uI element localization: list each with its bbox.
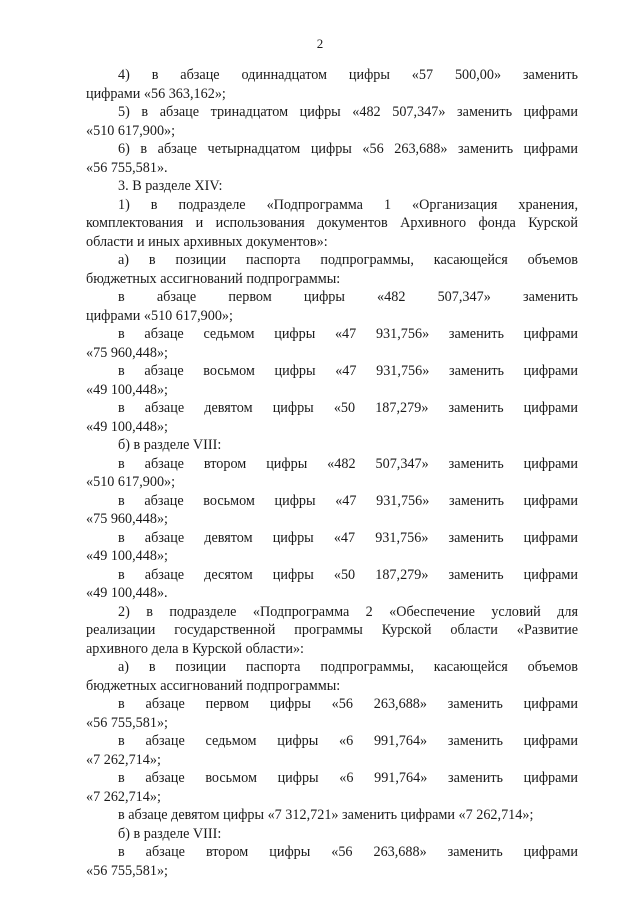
paragraph-first-line: в абзаце восьмом цифры «47 931,756» заменить цифрами [118,363,578,379]
paragraph-p9 [86,362,578,399]
paragraph-p10 [86,399,578,436]
paragraph-continuation-line: «56 755,581»; [86,862,168,879]
paragraph-first-line: в абзаце девятом цифры «50 187,279» заменить цифрами [118,400,578,416]
paragraph-continuation-line: «510 617,900»; [86,122,176,139]
paragraph-first-line: в абзаце первом цифры «56 263,688» заменить цифрами [118,696,578,712]
paragraph-first-line: в абзаце первом цифры «482 507,347» заменить [118,289,578,305]
paragraph-first-line: в абзаце девятом цифры «47 931,756» заменить цифрами [118,529,578,546]
paragraph-p15 [86,566,578,603]
paragraph-first-line: а) в позиции паспорта подпрограммы, касающейся объемов [118,659,578,675]
paragraph-continuation-line: «49 100,448». [86,585,168,601]
paragraph-first-line: в абзаце десятом цифры «50 187,279» заменить цифрами [118,566,578,583]
paragraph-first-line: 1) в подразделе «Подпрограмма 1 «Организация хранения, [118,196,578,213]
paragraph-first-line: 6) в абзаце четырнадцатом цифры «56 263,688» заменить цифрами [118,141,578,157]
paragraph-first-line: в абзаце восьмом цифры «6 991,764» заменить цифрами [118,770,578,786]
paragraph-continuation-line: «56 755,581»; [86,714,168,731]
paragraph-p20 [86,769,578,806]
paragraph-continuation-line: архивного дела в Курской области»: [86,640,304,657]
paragraph-p7 [86,288,578,325]
paragraph-first-line: 4) в абзаце одиннадцатом цифры «57 500,00» заменить [118,67,578,83]
paragraph-p14 [86,529,578,566]
paragraph-p4 [86,177,578,196]
paragraph-continuation-line: комплектования и использования документов Архивного фонда Курской [86,215,578,231]
paragraph-first-line: 3. В разделе XIV: [118,178,223,194]
paragraph-first-line: б) в разделе VIII: [118,825,222,842]
paragraph-continuation-line: «75 960,448»; [86,344,168,361]
document-body [86,66,578,880]
paragraph-continuation-line: «7 262,714»; [86,788,161,805]
paragraph-continuation-line: области и иных архивных документов»: [86,233,328,250]
paragraph-p18 [86,695,578,732]
paragraph-continuation-line: «49 100,448»; [86,418,168,435]
paragraph-p12 [86,455,578,492]
paragraph-p13 [86,492,578,529]
paragraph-p16 [86,603,578,659]
paragraph-first-line: в абзаце втором цифры «56 263,688» заменить цифрами [118,844,578,860]
paragraph-first-line: в абзаце втором цифры «482 507,347» заменить цифрами [118,455,578,472]
paragraph-continuation-line: «49 100,448»; [86,381,168,398]
paragraph-first-line: б) в разделе VIII: [118,437,222,453]
paragraph-first-line: а) в позиции паспорта подпрограммы, касающейся объемов [118,252,578,268]
paragraph-p19 [86,732,578,769]
paragraph-p3 [86,140,578,177]
paragraph-continuation-line: цифрами «56 363,162»; [86,85,226,102]
paragraph-first-line: в абзаце восьмом цифры «47 931,756» заменить цифрами [118,492,578,509]
paragraph-first-line: в абзаце девятом цифры «7 312,721» заменить цифрами «7 262,714»; [118,807,534,823]
paragraph-continuation-line: «75 960,448»; [86,511,168,527]
paragraph-p5 [86,196,578,252]
paragraph-p8 [86,325,578,362]
paragraph-continuation-line: реализации государственной программы Курской области «Развитие [86,622,578,638]
paragraph-continuation-line: «56 755,581». [86,159,168,176]
paragraph-p22 [86,825,578,844]
paragraph-first-line: 2) в подразделе «Подпрограмма 2 «Обеспечение условий для [118,603,578,620]
paragraph-p2 [86,103,578,140]
paragraph-continuation-line: бюджетных ассигнований подпрограммы: [86,270,341,287]
paragraph-continuation-line: «49 100,448»; [86,548,168,564]
paragraph-p23 [86,843,578,880]
paragraph-continuation-line: бюджетных ассигнований подпрограммы: [86,677,341,694]
paragraph-first-line: 5) в абзаце тринадцатом цифры «482 507,347» заменить цифрами [118,104,578,120]
paragraph-p1 [86,66,578,103]
paragraph-continuation-line: «7 262,714»; [86,751,161,768]
paragraph-continuation-line: цифрами «510 617,900»; [86,307,233,324]
paragraph-p6 [86,251,578,288]
paragraph-first-line: в абзаце седьмом цифры «47 931,756» заменить цифрами [118,326,578,342]
paragraph-first-line: в абзаце седьмом цифры «6 991,764» заменить цифрами [118,733,578,749]
paragraph-p21 [86,806,578,825]
paragraph-p11 [86,436,578,455]
paragraph-p17 [86,658,578,695]
paragraph-continuation-line: «510 617,900»; [86,474,176,490]
page-number: 2 [316,36,324,51]
